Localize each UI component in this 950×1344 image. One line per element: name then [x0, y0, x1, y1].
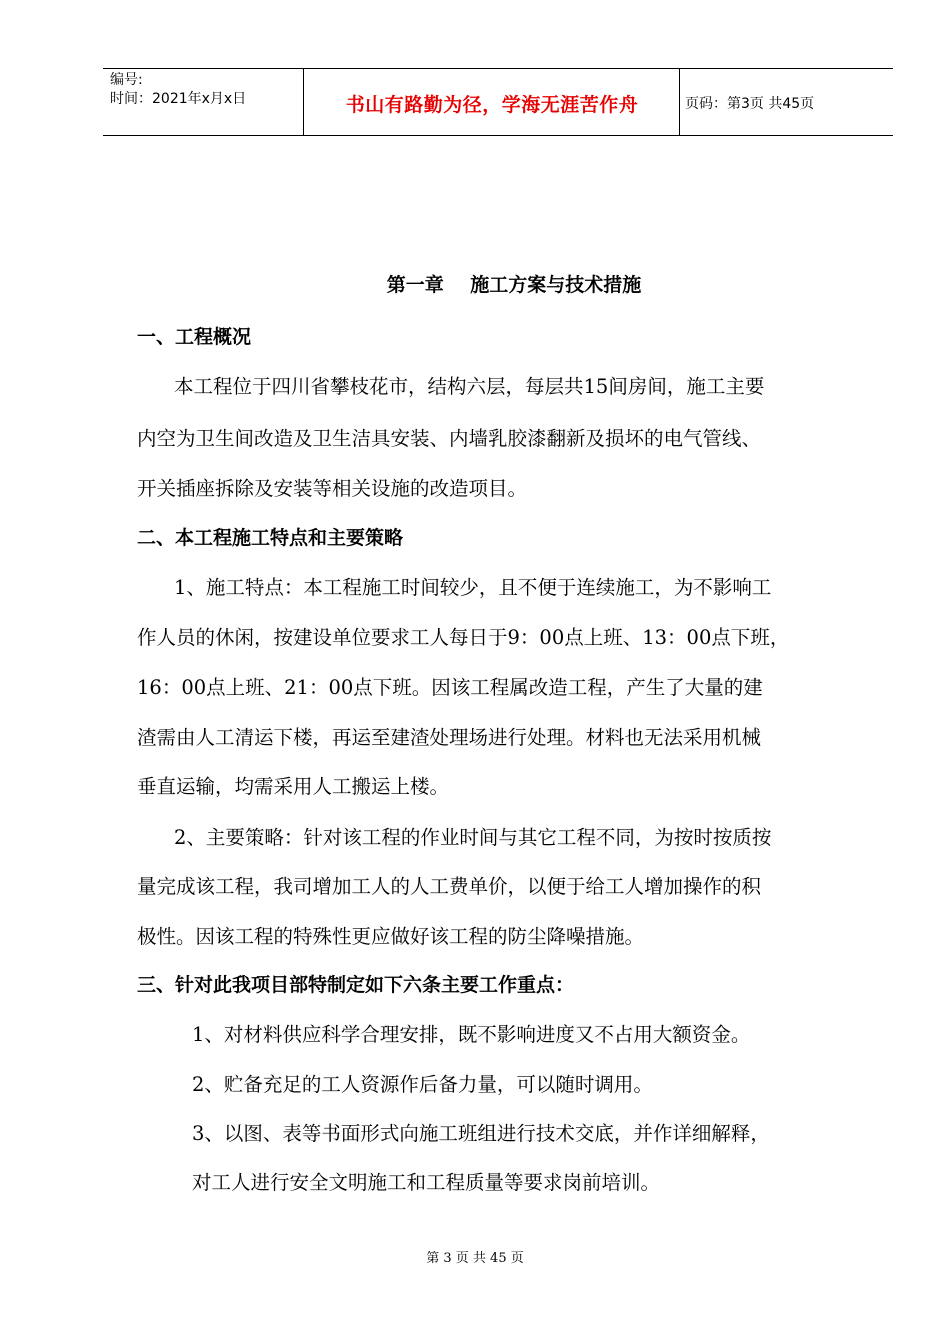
- paragraph-line: 2、主要策略：针对该工程的作业时间与其它工程不同，为按时按质按: [174, 826, 772, 849]
- header-divider: [303, 69, 304, 135]
- document-number-label: 编号:: [110, 72, 143, 88]
- paragraph-line: 开关插座拆除及安装等相关设施的改造项目。: [137, 477, 528, 500]
- section-heading-overview: 一、工程概况: [137, 326, 252, 348]
- paragraph-line: 16：00点上班、21：00点下班。因该工程属改造工程，产生了大量的建: [137, 676, 763, 699]
- paragraph-line: 量完成该工程，我司增加工人的人工费单价，以便于给工人增加操作的积: [137, 875, 762, 898]
- paragraph-line: 1、施工特点：本工程施工时间较少，且不便于连续施工，为不影响工: [174, 576, 772, 599]
- section-heading-features: 二、本工程施工特点和主要策略: [137, 527, 404, 549]
- page-header: [103, 68, 893, 136]
- section-heading-key-points: 三、针对此我项目部特制定如下六条主要工作重点：: [137, 974, 575, 996]
- paragraph-line: 本工程位于四川省攀枝花市，结构六层，每层共15间房间，施工主要: [174, 375, 765, 398]
- page-footer: 第 3 页 共 45 页: [426, 1251, 524, 1266]
- header-meta: [110, 71, 246, 109]
- header-page-info: 页码：第3页 共45页: [685, 96, 815, 112]
- list-item: 1、对材料供应科学合理安排，既不影响进度又不占用大额资金。: [192, 1023, 751, 1046]
- paragraph-line: 垂直运输，均需采用人工搬运上楼。: [137, 775, 450, 798]
- list-item-continuation: 对工人进行安全文明施工和工程质量等要求岗前培训。: [192, 1171, 661, 1194]
- paragraph-line: 内空为卫生间改造及卫生洁具安装、内墙乳胶漆翻新及损坏的电气管线、: [137, 427, 762, 450]
- document-time-label: 时间：2021年x月x日: [110, 91, 247, 107]
- header-motto: 书山有路勤为径，学海无涯苦作舟: [345, 93, 639, 116]
- chapter-title: 第一章 施工方案与技术措施: [386, 274, 642, 296]
- list-item: 3、以图、表等书面形式向施工班组进行技术交底，并作详细解释，: [192, 1122, 770, 1145]
- paragraph-line: 作人员的休闲，按建设单位要求工人每日于9：00点上班、13：00点下班，: [137, 626, 790, 649]
- list-item: 2、贮备充足的工人资源作后备力量，可以随时调用。: [192, 1073, 653, 1096]
- paragraph-line: 极性。因该工程的特殊性更应做好该工程的防尘降噪措施。: [137, 925, 645, 948]
- paragraph-line: 渣需由人工清运下楼，再运至建渣处理场进行处理。材料也无法采用机械: [137, 726, 762, 749]
- header-divider: [679, 69, 680, 135]
